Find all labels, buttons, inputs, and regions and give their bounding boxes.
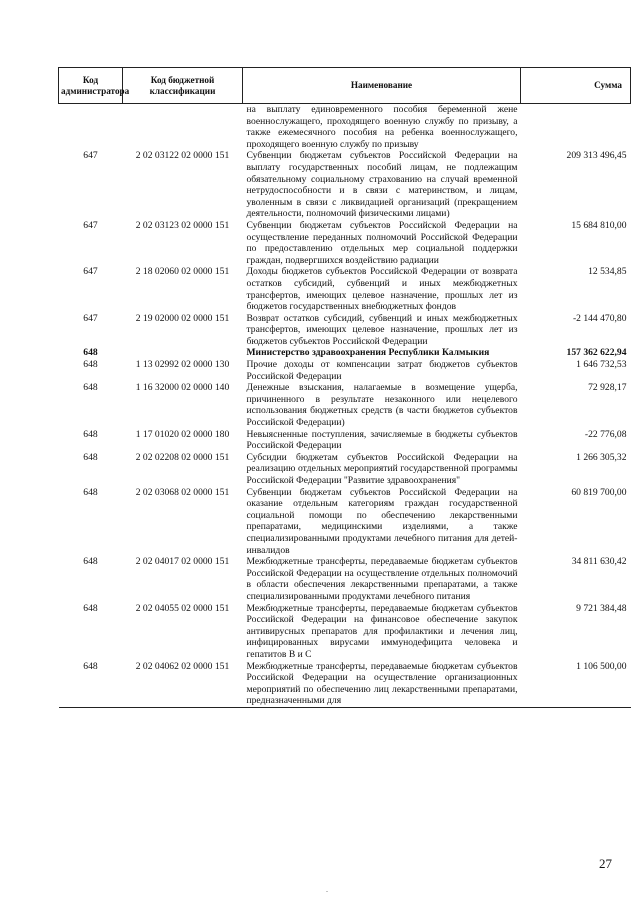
rule-cell bbox=[59, 707, 123, 708]
budget-code-cell: 1 17 01020 02 0000 180 bbox=[135, 428, 230, 440]
table-row bbox=[59, 487, 631, 557]
admin-code-cell: 648 bbox=[83, 602, 98, 614]
budget-code-cell: 2 02 04062 02 0000 151 bbox=[135, 660, 230, 672]
budget-code-cell bbox=[123, 104, 243, 151]
table-header bbox=[59, 68, 631, 104]
amount-cell: 12 534,85 bbox=[588, 266, 627, 278]
table-body bbox=[59, 104, 631, 708]
amount-cell: 1 106 500,00 bbox=[576, 660, 627, 672]
amount-cell: 15 684 810,00 bbox=[571, 219, 627, 231]
table-row bbox=[59, 382, 631, 428]
table-row bbox=[59, 556, 631, 602]
amount-cell: 60 819 700,00 bbox=[571, 486, 627, 498]
table-row bbox=[59, 220, 631, 266]
table-row bbox=[59, 359, 631, 382]
admin-code-cell: 648 bbox=[83, 451, 98, 463]
name-cell: Доходы бюджетов субъектов Российской Федерации от возврата остатков субсидий, субвенций и иных межбюджетных трансфертов, имеющих целевое назначение, прошлых лет из бюджетов государственных внебюджетных фондов bbox=[246, 266, 518, 313]
amount-cell: 72 928,17 bbox=[588, 382, 627, 394]
amount-cell: -2 144 470,80 bbox=[572, 312, 627, 324]
table-row bbox=[59, 313, 631, 348]
amount-cell: 1 266 305,32 bbox=[576, 451, 627, 463]
budget-code-cell bbox=[123, 347, 243, 359]
table-row bbox=[59, 429, 631, 452]
admin-code-cell: 648 bbox=[83, 428, 98, 440]
budget-code-cell: 2 18 02060 02 0000 151 bbox=[135, 266, 230, 278]
table-row bbox=[59, 452, 631, 487]
name-cell: Возврат остатков субсидий, субвенций и иных межбюджетных трансфертов, имеющих целевое назначение, прошлых лет из бюджетов субъектов Российской Федерации bbox=[246, 312, 518, 347]
table-row bbox=[59, 661, 631, 708]
rule-cell bbox=[123, 707, 243, 708]
admin-code-cell: 647 bbox=[83, 150, 98, 162]
table-row bbox=[59, 150, 631, 220]
amount-cell: 157 362 622,94 bbox=[566, 347, 627, 359]
amount-cell: 9 721 384,48 bbox=[576, 602, 627, 614]
budget-code-cell: 1 16 32000 02 0000 140 bbox=[135, 382, 230, 394]
name-cell: на выплату единовременного пособия беременной жене военнослужащего, проходящего военную службу по призыву, а также ежемесячного пособия на ребенка военнослужащего, проходящего военную службу по призыву bbox=[246, 104, 518, 150]
header-budget-code: Код бюджетной классификации bbox=[123, 68, 243, 104]
admin-code-cell: 648 bbox=[83, 660, 98, 672]
admin-code-cell: 647 bbox=[83, 312, 98, 324]
table-row bbox=[59, 603, 631, 661]
footer-mark: . bbox=[326, 885, 328, 894]
budget-revenue-table-page bbox=[58, 67, 630, 708]
amount-cell: 209 313 496,45 bbox=[566, 150, 627, 162]
rule-cell bbox=[521, 707, 631, 708]
budget-code-cell: 2 02 04055 02 0000 151 bbox=[135, 602, 230, 614]
amount-cell: -22 776,08 bbox=[584, 428, 627, 440]
name-cell: Субвенции бюджетам субъектов Российской Федерации на осуществление переданных полномочий Российской Федерации по предоставлению отдельных мер социальной поддержки граждан, подвергшихся воздействию радиации bbox=[246, 219, 518, 266]
budget-code-cell: 1 13 02992 02 0000 130 bbox=[135, 359, 230, 371]
name-cell: Межбюджетные трансферты, передаваемые бюджетам субъектов Российской Федерации на осуществление организационных мероприятий по обеспечению лиц лекарственными препаратами, предназначенными для bbox=[246, 660, 518, 707]
header-name: Наименование bbox=[243, 68, 521, 104]
admin-code-cell: 648 bbox=[83, 486, 98, 498]
name-cell: Межбюджетные трансферты, передаваемые бюджетам субъектов Российской Федерации на финансовое обеспечение закупок антивирусных препаратов для профилактики и лечения лиц, инфицированных вирусами иммунодефицита человека и гепатитов В и С bbox=[246, 602, 518, 660]
budget-code-cell: 2 02 02208 02 0000 151 bbox=[135, 451, 230, 463]
budget-code-cell: 2 02 03122 02 0000 151 bbox=[135, 150, 230, 162]
name-cell: Субвенции бюджетам субъектов Российской Федерации на оказание отдельным категориям граждан государственной социальной помощи по обеспечению лекарственными препаратами, медицинскими изделиями, а также специализированными продуктами лечебного питания для детей-инвалидов bbox=[246, 486, 518, 556]
table-row-ministry bbox=[59, 347, 631, 359]
table-bottom-rule bbox=[59, 707, 631, 708]
name-cell: Субвенции бюджетам субъектов Российской Федерации на выплату государственных пособий лицам, не подлежащим обязательному социальному страхованию на случай временной нетрудоспособности и в связи с материнством, и лицам, уволенным в связи с ликвидацией организаций (прекращением деятельности, полномочий физическими лицами) bbox=[246, 150, 518, 220]
admin-code-cell: 648 bbox=[83, 382, 98, 394]
budget-code-cell: 2 02 04017 02 0000 151 bbox=[135, 556, 230, 568]
budget-revenue-table bbox=[58, 67, 631, 708]
name-cell: Невыясненные поступления, зачисляемые в бюджеты субъектов Российской Федерации bbox=[246, 428, 518, 452]
header-sum: Сумма bbox=[521, 68, 631, 104]
admin-code-cell: 647 bbox=[83, 219, 98, 231]
budget-code-cell: 2 02 03123 02 0000 151 bbox=[135, 219, 230, 231]
admin-code-cell bbox=[59, 104, 123, 151]
admin-code-cell: 648 bbox=[83, 359, 98, 371]
amount-cell: 34 811 630,42 bbox=[571, 556, 627, 568]
name-cell: Министерство здравоохранения Республики Калмыкия bbox=[246, 347, 490, 359]
table-row bbox=[59, 104, 631, 151]
table-row bbox=[59, 266, 631, 312]
name-cell: Субсидии бюджетам субъектов Российской Федерации на реализацию отдельных мероприятий государственной программы Российской Федерации "Развитие здравоохранения" bbox=[246, 451, 518, 486]
name-cell: Межбюджетные трансферты, передаваемые бюджетам субъектов Российской Федерации на осуществление отдельных полномочий в области обеспечения лекарственными препаратами, а также специализированными продуктами лечебного питания bbox=[246, 556, 518, 602]
admin-code-cell: 647 bbox=[83, 266, 98, 278]
budget-code-cell: 2 19 02000 02 0000 151 bbox=[135, 312, 230, 324]
admin-code-cell: 648 bbox=[83, 556, 98, 568]
header-admin-code: Код администратора bbox=[59, 68, 123, 104]
amount-cell: 1 646 732,53 bbox=[576, 359, 627, 371]
amount-cell bbox=[521, 104, 631, 151]
page-number: 27 bbox=[599, 856, 612, 871]
name-cell: Денежные взыскания, налагаемые в возмещение ущерба, причиненного в результате незаконного или нецелевого использования бюджетных средств (в части бюджетов субъектов Российской Федерации) bbox=[246, 382, 518, 429]
name-cell: Прочие доходы от компенсации затрат бюджетов субъектов Российской Федерации bbox=[246, 359, 518, 382]
admin-code-cell: 648 bbox=[83, 347, 98, 359]
budget-code-cell: 2 02 03068 02 0000 151 bbox=[135, 486, 230, 498]
rule-cell bbox=[243, 707, 521, 708]
